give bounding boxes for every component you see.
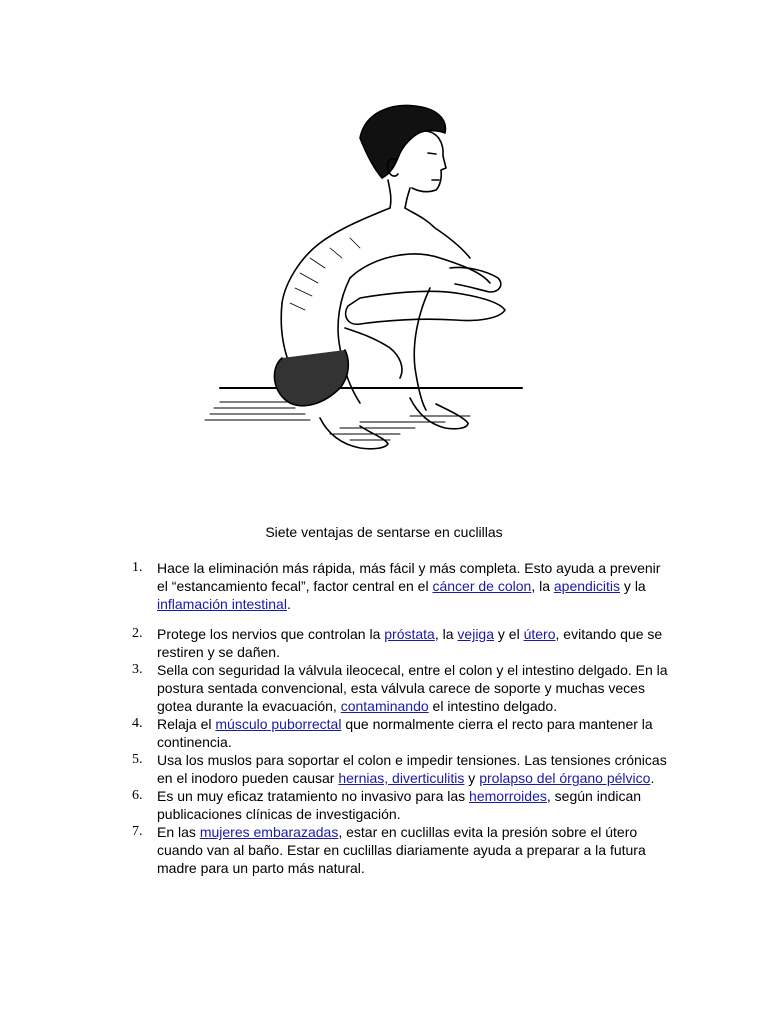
- item-text: , la: [434, 626, 458, 642]
- item-text: y: [464, 770, 480, 786]
- link-apendicitis[interactable]: apendicitis: [553, 578, 621, 594]
- item-number: 7.: [132, 824, 143, 839]
- item-text: Hace la eliminación más rápida, más fácil y más completa. Esto ayuda a prevenir el “estancamiento fecal”, factor central en el: [157, 560, 661, 594]
- link-prolapso-organo-pelvico[interactable]: prolapso del órgano pélvico: [479, 770, 651, 786]
- list-item: [127, 787, 672, 823]
- list-item: [127, 823, 672, 877]
- item-text: Sella con seguridad la válvula ileocecal, entre el colon y el intestino delgado. En la postura sentada convencional, esta válvula carece de soporte y muchas veces gotea durante la evacuación,: [157, 662, 668, 714]
- benefits-list: [127, 559, 672, 877]
- link-utero[interactable]: útero: [523, 626, 556, 642]
- item-text: , estar en cuclillas evita la presión sobre el útero cuando van al baño. Estar en cuclillas diariamente ayuda a preparar a la futura madre para un parto más natural.: [157, 824, 646, 876]
- item-text: Es un muy eficaz tratamiento no invasivo para las: [157, 788, 470, 804]
- list-item: [127, 715, 672, 751]
- item-text: Usa los muslos para soportar el colon e impedir tensiones. Las tensiones crónicas en el inodoro pueden causar: [157, 752, 667, 786]
- link-musculo-puborrectal[interactable]: músculo puborrectal: [215, 716, 342, 732]
- link-mujeres-embarazadas[interactable]: mujeres embarazadas: [199, 824, 339, 840]
- link-inflamacion-intestinal[interactable]: inflamación intestinal: [157, 596, 287, 612]
- item-text: , según indican publicaciones clínicas de investigación.: [157, 788, 642, 822]
- item-text: Protege los nervios que controlan la: [157, 626, 385, 642]
- document-title: Siete ventajas de sentarse en cuclillas: [265, 524, 503, 540]
- item-text: que normalmente cierra el recto para mantener la continencia.: [157, 716, 653, 750]
- item-text: , evitando que se restiren y se dañen.: [157, 626, 663, 660]
- link-hernias-diverticulitis[interactable]: hernias, diverticulitis: [338, 770, 465, 786]
- item-number: 1.: [132, 560, 143, 575]
- item-number: 6.: [132, 788, 143, 803]
- item-number: 3.: [132, 662, 143, 677]
- item-text: .: [286, 596, 291, 612]
- list-item: [127, 661, 672, 715]
- item-text: el intestino delgado.: [428, 698, 558, 714]
- item-number: 2.: [132, 626, 143, 641]
- item-text: .: [650, 770, 655, 786]
- list-item: [127, 625, 672, 661]
- link-vejiga[interactable]: vejiga: [457, 626, 495, 642]
- list-item: [127, 751, 672, 787]
- link-prostata[interactable]: próstata: [384, 626, 435, 642]
- item-text: Relaja el: [157, 716, 216, 732]
- item-number: 4.: [132, 716, 143, 731]
- link-cancer-de-colon[interactable]: cáncer de colon: [432, 578, 532, 594]
- item-text: y la: [620, 578, 646, 594]
- item-text: , la: [531, 578, 554, 594]
- list-item: [127, 559, 672, 613]
- item-text: y el: [494, 626, 524, 642]
- item-text: En las: [157, 824, 200, 840]
- link-hemorroides[interactable]: hemorroides: [469, 788, 547, 804]
- link-contaminando[interactable]: contaminando: [340, 698, 429, 714]
- item-number: 5.: [132, 752, 143, 767]
- squatting-person-illustration: [200, 98, 530, 468]
